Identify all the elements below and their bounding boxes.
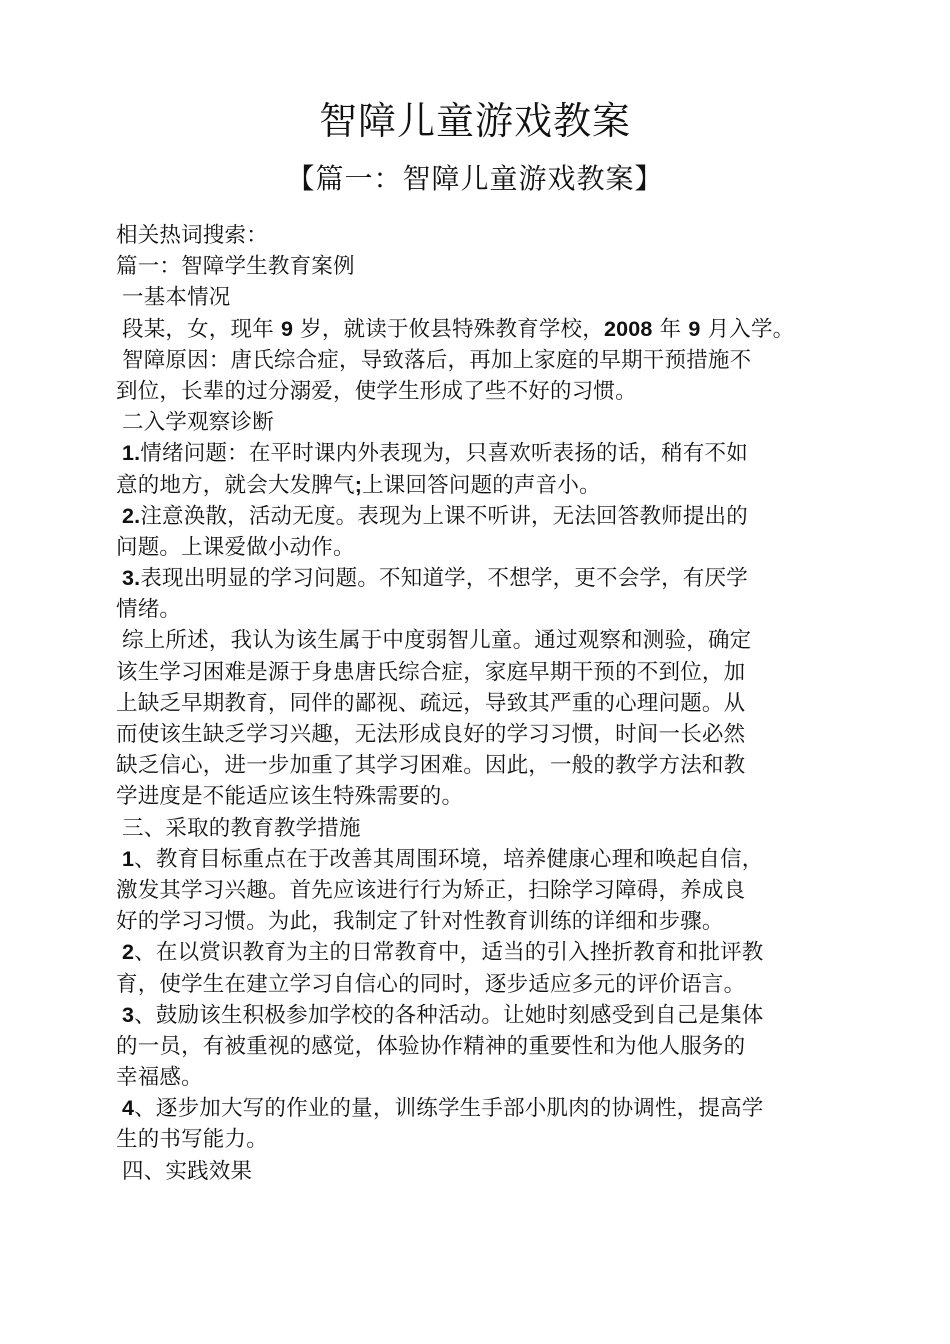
text-line [116,594,856,625]
text-line [116,563,856,594]
text-line [116,438,856,469]
text-run: 注意涣散，活动无度。表现为上课不听讲，无法回答教师提出的 [140,503,748,529]
text-line [116,813,856,844]
text-line [116,1031,856,1062]
bold-number: 2 [122,940,135,965]
text-line [116,376,856,407]
text-line [116,251,856,282]
text-run: 篇一：智障学生教育案例 [116,254,355,280]
bold-number: 4 [122,1096,135,1121]
text-line [116,407,856,438]
text-run: 、鼓励该生积极参加学校的各种活动。让她时刻感受到自己是集体 [134,1002,764,1028]
text-run: 岁，就读于攸县特殊教育学校， [293,316,604,342]
text-line [116,657,856,688]
text-line [116,1124,856,1155]
text-run: 三、采取的教育教学措施 [122,815,361,841]
text-run: 该生学习困难是源于身患唐氏综合症，家庭早期干预的不到位，加 [116,659,746,685]
text-line [116,501,856,532]
bold-number: 1. [122,441,141,466]
bold-number: 1 [122,846,135,871]
text-run: 四、实践效果 [122,1158,253,1184]
text-run: 的一员，有被重视的感觉，体验协作精神的重要性和为他人服务的 [116,1033,746,1059]
text-run: 月入学。 [700,316,795,342]
text-run: 综上所述，我认为该生属于中度弱智儿童。通过观察和测验，确定 [122,628,752,654]
text-run: 幸福感。 [116,1065,203,1091]
text-line [116,1156,856,1187]
text-run: 相关热词搜索： [116,223,268,248]
text-run: 智障原因：唐氏综合症，导致落后，再加上家庭的早期干预措施不 [122,347,752,373]
text-line [116,688,856,719]
bold-number: 3 [122,1002,135,1027]
text-run: 年 [652,316,689,342]
text-run: 好的学习习惯。为此，我制定了针对性教育训练的详细和步骤。 [116,909,724,935]
document-subtitle: 【篇一：智障儿童游戏教案】 [286,162,664,195]
text-run: 而使该生缺乏学习兴趣，无法形成良好的学习习惯，时间一长必然 [116,722,746,747]
bold-number: 2008 [603,316,653,341]
text-run: 问题。上课爱做小动作。 [116,534,355,560]
bold-number: 9 [280,316,294,341]
text-line [116,781,856,812]
text-line [116,750,856,781]
text-run: 段某，女，现年 [122,316,281,342]
bold-number: 9 [688,316,701,341]
text-run: 、在以赏识教育为主的日常教育中，适当的引入挫折教育和批评教 [134,940,764,966]
text-line [116,1000,856,1031]
text-line [116,719,856,750]
text-line [116,345,856,376]
text-line [116,1062,856,1093]
text-line [116,470,856,501]
text-line [116,625,856,656]
text-run: 上课回答问题的声音小。 [362,472,601,498]
text-run: 激发其学习兴趣。首先应该进行行为矫正，扫除学习障碍，养成良 [116,877,746,903]
text-run: 意的地方，就会大发脾气 [116,472,355,498]
text-line [116,906,856,937]
text-run: 学进度是不能适应该生特殊需要的。 [116,784,464,810]
bold-number: ; [354,472,363,497]
text-line [116,844,856,875]
text-line [116,314,856,345]
text-line [116,282,856,313]
text-run: 、教育目标重点在于改善其周围环境，培养健康心理和唤起自信， [134,846,764,872]
text-run: 育，使学生在建立学习自信心的同时，逐步适应多元的评价语言。 [116,971,746,997]
text-line [116,875,856,906]
bold-number: 2. [122,503,141,528]
document-body [116,220,856,1187]
text-line [116,220,856,251]
text-run: 到位，长辈的过分溺爱，使学生形成了些不好的习惯。 [116,378,637,404]
text-run: 一基本情况 [122,285,231,311]
text-run: 情绪问题：在平时课内外表现为，只喜欢听表扬的话，稍有不如 [140,441,748,467]
text-line [116,937,856,968]
text-line [116,532,856,563]
text-run: 缺乏信心，进一步加重了其学习困难。因此，一般的教学方法和教 [116,753,746,779]
text-run: 表现出明显的学习问题。不知道学，不想学，更不会学，有厌学 [140,566,748,592]
text-run: 、逐步加大写的作业的量，训练学生手部小肌肉的协调性，提高学 [134,1096,764,1122]
bold-number: 3. [122,566,141,591]
text-run: 二入学观察诊断 [122,410,274,436]
text-line [116,1093,856,1124]
text-line [116,969,856,1000]
text-run: 情绪。 [116,597,182,623]
document-title: 智障儿童游戏教案 [318,99,631,143]
text-run: 上缺乏早期教育，同伴的鄙视、疏远，导致其严重的心理问题。从 [116,690,746,716]
text-run: 生的书写能力。 [116,1127,268,1153]
